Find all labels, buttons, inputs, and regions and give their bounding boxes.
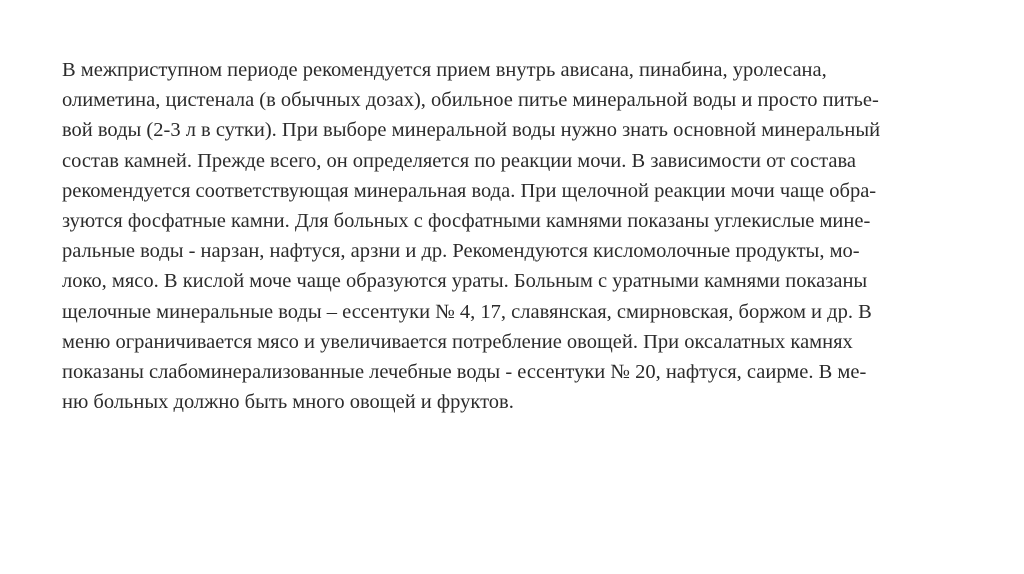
text-line-4: состав камней. Прежде всего, он определяется по реакции мочи. В зависимости от состава [62,149,856,172]
text-line-11: показаны слабоминерализованные лечебные воды - ессентуки № 20, нафтуся, саирме. В ме- [62,361,867,384]
text-line-2: олиметина, цистенала (в обычных дозах), обильное питье минеральной воды и просто питье- [62,89,879,112]
text-line-12: ню больных должно быть много овощей и фруктов. [62,391,514,414]
text-line-9: щелочные минеральные воды – ессентуки № 4, 17, славянская, смирновская, боржом и др. В [62,300,872,323]
text-line-7: ральные воды - нарзан, нафтуся, арзни и др. Рекомендуются кисломолочные продукты, мо- [62,240,860,263]
text-line-3: вой воды (2-3 л в сутки). При выборе минеральной воды нужно знать основной минеральный [62,119,881,142]
text-line-10: меню ограничивается мясо и увеличивается потребление овощей. При оксалатных камнях [62,330,853,353]
text-line-5: рекомендуется соответствующая минеральная вода. При щелочной реакции мочи чаще обра- [62,179,877,202]
body-text [62,55,962,417]
text-line-6: зуются фосфатные камни. Для больных с фосфатными камнями показаны углекислые мине- [62,210,871,233]
text-line-8: локо, мясо. В кислой моче чаще образуются ураты. Больным с уратными камнями показаны [62,270,868,293]
text-line-1: В межприступном периоде рекомендуется прием внутрь ависана, пинабина, уролесана, [62,59,827,81]
